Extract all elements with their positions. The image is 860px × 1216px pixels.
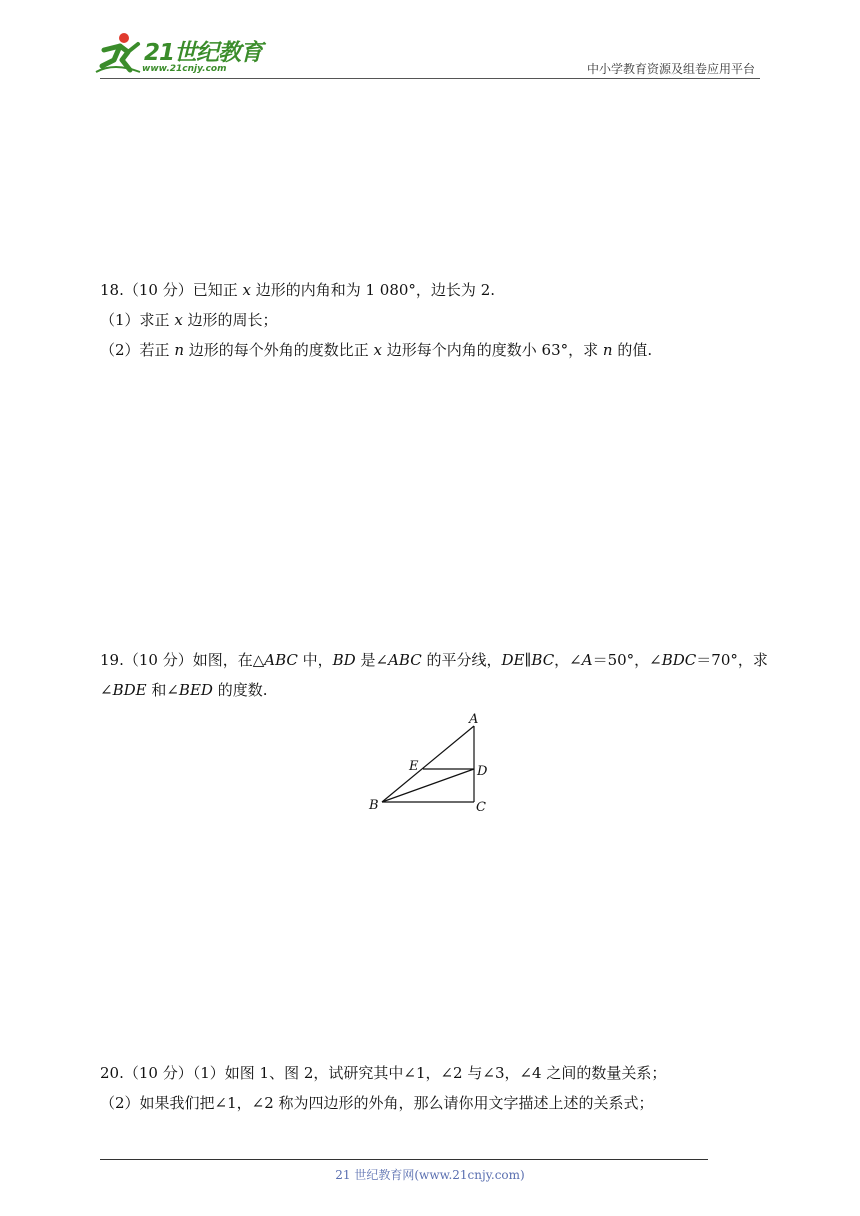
- page-header: [0, 0, 860, 80]
- footer-divider: [100, 1159, 708, 1160]
- label-c: C: [476, 800, 486, 815]
- runner-logo-icon: [94, 32, 142, 76]
- question-18: [100, 275, 770, 365]
- q18-part2: （2）若正 n 边形的每个外角的度数比正 x 边形每个内角的度数小 63°，求 n 的值.: [100, 341, 653, 359]
- q18-stem: 18.（10 分）已知正 x 边形的内角和为 1 080°，边长为 2.: [100, 281, 496, 299]
- triangle-figure: [366, 712, 496, 816]
- label-b: B: [369, 798, 379, 813]
- q18-part1: （1）求正 x 边形的周长；: [100, 311, 278, 329]
- side-ab: [382, 726, 474, 802]
- label-e: E: [409, 759, 419, 774]
- segment-bd: [382, 769, 474, 802]
- label-d: D: [477, 764, 488, 779]
- logo-url: www.21cnjy.com: [142, 64, 227, 74]
- q19-stem: 19.（10 分）如图，在△ABC 中，BD 是∠ABC 的平分线，DE∥BC，∠A＝50°，∠BDC＝70°，求∠BDE 和∠BED 的度数.: [100, 651, 768, 699]
- footer-text: 21 世纪教育网(www.21cnjy.com): [335, 1168, 525, 1182]
- header-platform-text: 中小学教育资源及组卷应用平台: [586, 62, 755, 76]
- logo-text: 21世纪教育: [144, 40, 263, 66]
- q20-part1: 20.（10 分）（1）如图 1、图 2，试研究其中∠1，∠2 与∠3，∠4 之间的数量关系；: [100, 1064, 667, 1082]
- question-20: [100, 1058, 770, 1118]
- site-logo: [94, 32, 264, 80]
- header-divider: [100, 78, 760, 79]
- question-19: [100, 645, 770, 705]
- label-a: A: [469, 712, 479, 727]
- q20-part2: （2）如果我们把∠1，∠2 称为四边形的外角，那么请你用文字描述上述的关系式；: [100, 1094, 654, 1112]
